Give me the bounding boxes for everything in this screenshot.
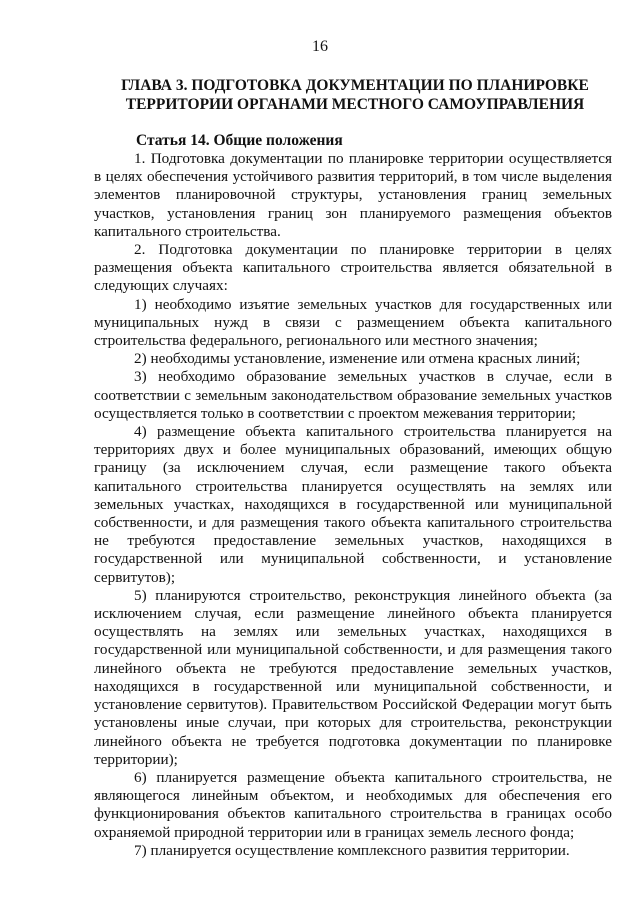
page-number: 16 [312,38,328,55]
article-title: Статья 14. Общие положения [136,132,343,149]
paragraph-2: 2. Подготовка документации по планировке территории в целях размещения объекта капитального строительства является обязательной в следующих случаях: [94,241,612,295]
list-item-3: 3) необходимо образование земельных участков в случае, если в соответствии с земельным законодательством образование земельных участков осуществляется только в соответствии с проектом межевания территории; [94,368,612,422]
list-item-1: 1) необходимо изъятие земельных участков для государственных или муниципальных нужд в связи с размещением объекта капитального строительства федерального, регионального или местного значения; [94,295,612,350]
list-item-2: 2) необходимы установление, изменение или отмена красных линий; [134,350,581,368]
list-item-6: 6) планируется размещение объекта капитального строительства, не являющегося линейным объектом, и необходимых для обеспечения его функционирования объектов капитального строительства в границах особо охраняемой природной территории или в границах земель лесного фонда; [94,768,612,841]
chapter-title: ГЛАВА 3. ПОДГОТОВКА ДОКУМЕНТАЦИИ ПО ПЛАНИРОВКЕ ТЕРРИТОРИИ ОРГАНАМИ МЕСТНОГО САМОУПРАВЛЕНИЯ [121,77,589,113]
list-item-7: 7) планируется осуществление комплексного развития территории. [134,841,570,859]
list-item-5: 5) планируются строительство, реконструкция линейного объекта (за исключением случая, если размещение линейного объекта планируется осуществлять на землях или земельных участках, находящихся в государственной или муниципальной собственности, и для размещения такого линейного объекта не требуются предоставление земельных участков, находящихся в государственной или муниципальной собственности, и установление сервитутов). Правительством Российской Федерации могут быть установлены иные случаи, при которых для строительства, реконструкции линейного объекта не требуется подготовка документации по планировке территории); [94,586,612,768]
paragraph-1: 1. Подготовка документации по планировке территории осуществляется в целях обеспечения устойчивого развития территорий, в том числе выделения элементов планировочной структуры, установления границ земельных участков, установления границ зон планируемого размещения объектов капитального строительства. [94,150,612,240]
list-item-4: 4) размещение объекта капитального строительства планируется на территориях двух и более муниципальных образований, имеющих общую границу (за исключением случая, если размещение такого объекта капитального строительства планируется осуществлять на землях или земельных участках, находящихся в государственной или муниципальной собственности, и для размещения такого объекта капитального строительства не требуются предоставление земельных участков, находящихся в государственной или муниципальной собственности, и установление сервитутов); [94,423,612,586]
article-body [94,150,612,860]
